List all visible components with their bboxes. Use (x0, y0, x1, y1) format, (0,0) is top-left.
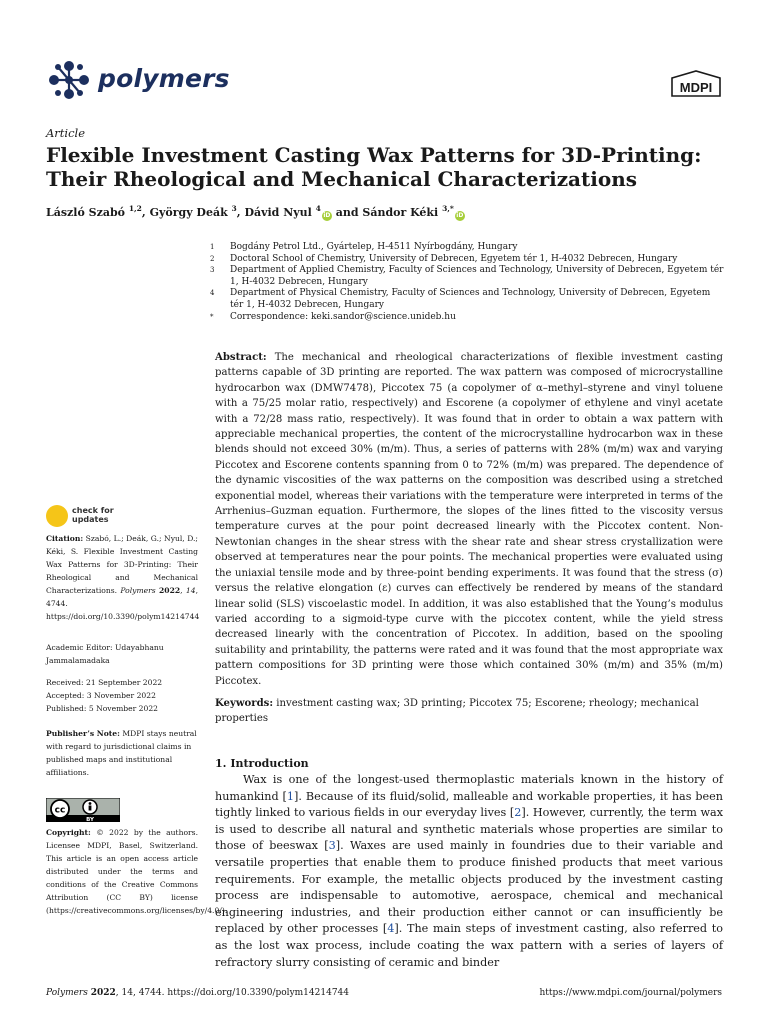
cc-by-label: BY (86, 817, 94, 822)
cc-by-license-icon[interactable] (46, 798, 120, 822)
citation-block: Citation: Szabó, L.; Deák, G.; Nyul, D.; Kéki, S. Flexible Investment Casting Wax Patterns for 3D-Printing: Their Rheological and Mechanical Characterizations. Polymers 2022, 14, 4744. https://doi.org/10.3390/polym14214744 (46, 534, 200, 621)
affiliation-item (210, 288, 726, 311)
author-name: György Deák (149, 206, 228, 219)
affiliation-text: Department of Physical Chemistry, Faculty of Sciences and Technology, University of Debrecen, Egyetem tér 1, H-4032 Debrecen, Hungary (230, 288, 711, 310)
affiliation-text: Doctoral School of Chemistry, University of Debrecen, Egyetem tér 1, H-4032 Debrecen, Hungary (230, 253, 678, 264)
abstract (215, 350, 723, 689)
publication-dates (46, 676, 198, 715)
footer-year: 2022 (90, 988, 116, 998)
publishers-note (46, 727, 198, 779)
affiliations (210, 242, 726, 323)
citation-volume: 14 (185, 586, 196, 595)
reference-link[interactable]: 2 (514, 806, 522, 820)
affiliation-text: Bogdány Petrol Ltd., Gyártelep, H-4511 Nyírbogdány, Hungary (230, 242, 518, 252)
author-affiliation-mark: 1,2 (128, 204, 142, 213)
editor-name: Udayabhanu Jammalamadaka (46, 643, 164, 665)
intro-text: ]. Because of its fluid/solid, malleable and workable properties, it has been tightly linked to various fields in our everyday lives [ (215, 789, 724, 820)
introduction-paragraph (215, 772, 723, 971)
author-affiliation-mark: 3 (231, 204, 237, 213)
copyright-text: © 2022 by the authors. Licensee MDPI, Basel, Switzerland. This article is an open access article distributed under the terms and conditions of the Creative Commons Attribution (CC BY) license (https://creativecommons.org/licenses/by/4.0/). (46, 828, 228, 915)
keywords (215, 696, 723, 726)
article-title: Flexible Investment Casting Wax Patterns for 3D-Printing: Their Rheological and Mechanical Characterizations (46, 143, 702, 191)
footer-citation (46, 988, 349, 998)
reference-link[interactable]: 3 (328, 839, 336, 853)
academic-editor (46, 641, 198, 667)
intro-text: Wax is one of the longest-used thermoplastic materials known in the history of humankind [ (215, 773, 723, 803)
correspondence-item (210, 312, 726, 324)
polymers-logo-icon (46, 58, 92, 102)
orcid-icon[interactable]: iD (323, 212, 331, 219)
author-name: Dávid Nyul (244, 206, 312, 219)
correspondence-email[interactable]: Correspondence: keki.sandor@science.unideb.hu (230, 311, 456, 322)
footer-doi[interactable]: , 14, 4744. https://doi.org/10.3390/polym14214744 (115, 988, 349, 998)
abstract-label: Abstract: (215, 352, 267, 363)
copyright-block (46, 826, 228, 917)
affiliation-mark: 3 (210, 266, 215, 275)
published-date: Published: 5 November 2022 (46, 704, 159, 713)
check-for-updates-badge[interactable] (46, 505, 196, 529)
orcid-icon[interactable]: iD (456, 212, 464, 219)
journal-name: polymers (98, 64, 230, 93)
pubnote-text: MDPI stays neutral with regard to jurisdictional claims in published maps and institutional affiliations. (46, 729, 197, 777)
citation-year: 2022 (159, 586, 181, 595)
footer-journal-url[interactable]: https://www.mdpi.com/journal/polymers (539, 988, 722, 998)
affiliation-mark: 2 (210, 254, 215, 263)
copyright-label: Copyright: (46, 828, 91, 837)
author-affiliation-mark: 4 (315, 204, 321, 213)
author-name: Sándor Kéki (362, 206, 439, 219)
mdpi-text: MDPI (679, 80, 713, 95)
author-list: László Szabó $^{1,2}$, György Deák $^3$, Dávid Nyul $^4$iD and Sándor Kéki $^{3,*}$iD (46, 204, 464, 219)
citation-pages: 4744. (46, 599, 68, 608)
affiliation-item (210, 242, 726, 254)
affiliation-item (210, 254, 726, 266)
citation-doi-link[interactable]: https://doi.org/10.3390/polym14214744 (46, 612, 200, 621)
footer-journal: Polymers (46, 988, 88, 998)
check-updates-icon (46, 505, 68, 527)
affiliation-mark: * (210, 312, 214, 321)
intro-text: ]. However, currently, the term wax is used to describe all natural and synthetic materials whose properties are similar to those of beeswax [ (215, 806, 723, 853)
section-heading: 1. Introduction (215, 757, 309, 770)
author-name: László Szabó (46, 206, 125, 219)
affiliation-mark: 1 (210, 243, 215, 251)
pubnote-label: Publisher’s Note: (46, 729, 120, 738)
reference-link[interactable]: 4 (387, 922, 395, 936)
citation-label: Citation: (46, 534, 84, 543)
svg-text:cc: cc (54, 805, 66, 816)
author-affiliation-mark: 3,* (442, 204, 454, 213)
check-updates-line: check for (72, 506, 114, 515)
check-updates-label (72, 506, 114, 524)
check-updates-line: updates (72, 515, 109, 524)
accepted-date: Accepted: 3 November 2022 (46, 691, 156, 700)
received-date: Received: 21 September 2022 (46, 678, 163, 687)
keywords-label: Keywords: (215, 698, 274, 709)
citation-text: Szabó, L.; Deák, G.; Nyul, D.; Kéki, S. Flexible Investment Casting Wax Patterns for 3D-Printing: Their Rheological and Mechanical Characterizations. (46, 534, 198, 595)
intro-text: ]. Waxes are used mainly in foundries due to their variable and versatile properties that enable them to produce finished products that meet various requirements. For example, the metallic objects produced by the investment casting process are indispensable to automotive, aerospace, chemical and mechanical engineering industries, and their production either cannot or can insufficiently be replaced by other processes [ (215, 839, 723, 936)
affiliation-text: Department of Applied Chemistry, Faculty of Sciences and Technology, University of Debrecen, Egyetem tér 1, H-4032 Debrecen, Hungary (230, 265, 724, 287)
keywords-text: investment casting wax; 3D printing; Piccotex 75; Escorene; rheology; mechanical properties (215, 698, 699, 724)
intro-text: ]. The main steps of investment casting, also referred to as the lost wax process, include coating the wax pattern with a series of layers of refractory slurry consisting of ceramic and binder (215, 922, 723, 969)
affiliation-item (210, 265, 726, 288)
article-type: Article (46, 126, 86, 140)
editor-label: Academic Editor: (46, 643, 113, 652)
abstract-text: The mechanical and rheological characterizations of flexible investment casting patterns capable of 3D printing are reported. The wax pattern was composed of microcrystalline hydrocarbon wax (DMW7478), Piccotex 75 (a copolymer of α–methyl–styrene and vinyl toluene with a 75/25 molar ratio, respectively) and Escorene (a copolymer of ethylene and vinyl acetate with a 72/28 mass ratio, respectively). It was found that in order to obtain a wax pattern with appreciable mechanical properties, the content of the microcrystalline hydrocarbon wax in these blends should not exceed 30% (m/m). Thus, a series of patterns with 28% (m/m) wax and varying Piccotex and Escorene contents spanning from 0 to 72% (m/m) was prepared. The dependence of the dynamic viscosities of the wax patterns on the composition was described using a stretched exponential model, whereas their variations with the temperature were interpreted in terms of the Arrhenius–Guzman equation. Furthermore, the slopes of the lines fitted to the viscosity versus temperature curves at the pour point decreased linearly with the Piccotex content. Non-Newtonian changes in the shear stress with the shear rate and shear stress crystallization were observed at temperatures near the pour points. The mechanical properties were evaluated using the uniaxial tensile mode and by three-point bending experiments. It was found that the stress (σ) versus the relative elongation (ε) curves can effectively be rendered by means of the standard linear solid (SLS) viscoelastic model. In addition, it was also established that the Young’s modulus varied according to a sigmoid-type curve with the piccotex content, while the yield stress decreased linearly with the concentration of Piccotex. In addition, based on the spooling suitability and printability, the patterns were rated and it was found that the most appropriate wax pattern compositions for 3D printing were those which contained 30% (m/m) and 35% (m/m) Piccotex. (215, 352, 723, 687)
reference-link[interactable]: 1 (286, 789, 295, 803)
affiliation-mark: 4 (210, 289, 215, 298)
citation-journal: Polymers (120, 586, 156, 595)
mdpi-logo-icon (668, 70, 724, 100)
